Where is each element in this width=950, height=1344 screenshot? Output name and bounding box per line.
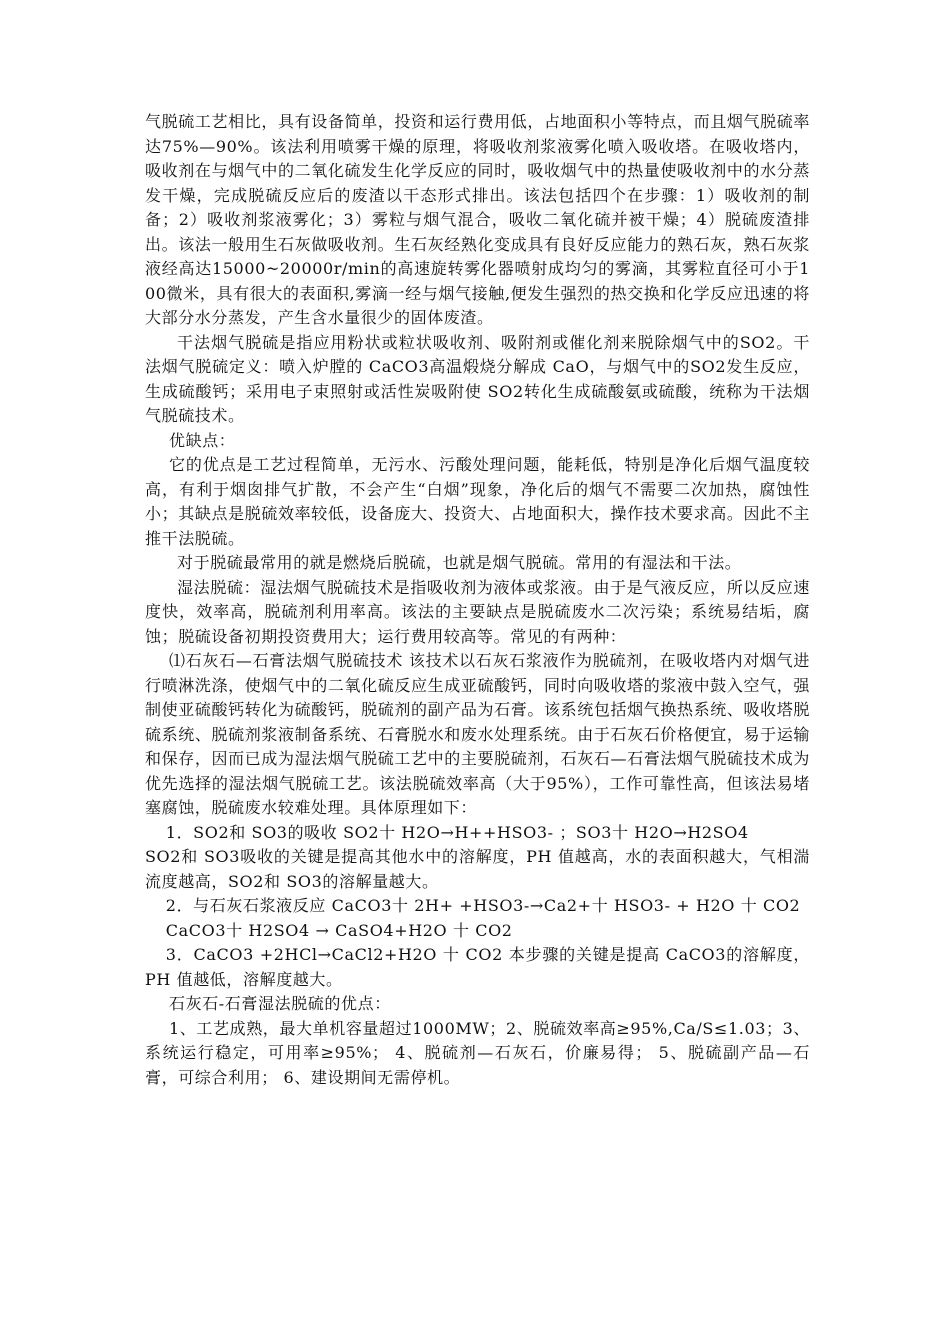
paragraph-dry-method-definition: 干法烟气脱硫是指应用粉状或粒状吸收剂、吸附剂或催化剂来脱除烟气中的SO2。干法烟气脱硫定义：喷入炉膛的 CaCO3高温煅烧分解成 CaO，与烟气中的SO2发生反应，生成硫酸钙；采用电子束照射或活性炭吸附使 SO2转化生成硫酸氨或硫酸，统称为干法烟气脱硫技术。 bbox=[145, 332, 810, 425]
paragraph-advantages-list: 1、工艺成熟，最大单机容量超过1000MW；2、脱硫效率高≥95%,Ca/S≤1.03；3、系统运行稳定，可用率≥95%； 4、脱硫剂—石灰石，价廉易得； 5、脱硫副产品—石膏，可综合利用； 6、建设期间无需停机。 bbox=[145, 1018, 810, 1087]
paragraph-dry-method-pros-cons: 它的优点是工艺过程简单，无污水、污酸处理问题，能耗低，特别是净化后烟气温度较高，有利于烟囱排气扩散，不会产生“白烟”现象，净化后的烟气不需要二次加热，腐蚀性小；其缺点是脱硫效率较低，设备庞大、投资大、占地面积大，操作技术要求高。因此不主推干法脱硫。 bbox=[145, 455, 810, 548]
paragraph-step-3: 3．CaCO3 +2HCl→CaCl2+H2O 十 CO2 本步骤的关键是提高 CaCO3的溶解度，PH 值越低，溶解度越大。 bbox=[145, 945, 810, 989]
paragraph-advantages-heading: 石灰石-石膏湿法脱硫的优点： bbox=[169, 994, 391, 1013]
paragraph-pros-cons-heading: 优缺点： bbox=[169, 430, 236, 450]
paragraph-post-combustion: 对于脱硫最常用的就是燃烧后脱硫，也就是烟气脱硫。常用的有湿法和干法。 bbox=[177, 553, 742, 572]
paragraph-wet-method: 湿法脱硫：湿法烟气脱硫技术是指吸收剂为液体或浆液。由于是气液反应，所以反应速度快，效率高，脱硫剂利用率高。该法的主要缺点是脱硫废水二次污染；系统易结垢，腐蚀；脱硫设备初期投资费用大；运行费用较高等。常见的有两种： bbox=[145, 577, 810, 646]
paragraph-step-1-note: SO2和 SO3吸收的关键是提高其他水中的溶解度，PH 值越高，水的表面积越大，气相湍流度越高，SO2和 SO3的溶解量越大。 bbox=[145, 847, 810, 891]
paragraph-limestone-gypsum: ⑴石灰石—石膏法烟气脱硫技术 该技术以石灰石浆液作为脱硫剂，在吸收塔内对烟气进行喷淋洗涤，使烟气中的二氧化硫反应生成亚硫酸钙，同时向吸收塔的浆液中鼓入空气，强制使亚硫酸钙转化为硫酸钙，脱硫剂的副产品为石膏。该系统包括烟气换热系统、吸收塔脱硫系统、脱硫剂浆液制备系统、石膏脱水和废水处理系统。由于石灰石价格便宜，易于运输和保存，因而已成为湿法烟气脱硫工艺中的主要脱硫剂，石灰石—石膏法烟气脱硫技术成为优先选择的湿法烟气脱硫工艺。该法脱硫效率高（大于95%），工作可靠性高，但该法易堵塞腐蚀，脱硫废水较难处理。具体原理如下： bbox=[145, 651, 810, 817]
document-page bbox=[145, 110, 810, 1090]
paragraph-step-2: 2．与石灰石浆液反应 CaCO3十 2H+ +HSO3-→Ca2+十 HSO3- + H2O 十 CO2 bbox=[165, 896, 801, 915]
paragraph-step-1: 1．SO2和 SO3的吸收 SO2十 H2O→H++HSO3- ；SO3十 H2O→H2SO4 bbox=[165, 822, 749, 842]
paragraph-step-2-eq: CaCO3十 H2SO4 → CaSO4+H2O 十 CO2 bbox=[165, 920, 513, 940]
paragraph-spray-drying: 气脱硫工艺相比，具有设备简单，投资和运行费用低，占地面积小等特点，而且烟气脱硫率达75%—90%。该法利用喷雾干燥的原理，将吸收剂浆液雾化喷入吸收塔。在吸收塔内，吸收剂在与烟气中的二氧化硫发生化学反应的同时，吸收烟气中的热量使吸收剂中的水分蒸发干燥，完成脱硫反应后的废渣以干态形式排出。该法包括四个在步骤：1）吸收剂的制备；2）吸收剂浆液雾化；3）雾粒与烟气混合，吸收二氧化硫并被干燥；4）脱硫废渣排出。该法一般用生石灰做吸收剂。生石灰经熟化变成具有良好反应能力的熟石灰，熟石灰浆液经高达15000~20000r/min的高速旋转雾化器喷射成均匀的雾滴，其雾粒直径可小于100微米，具有很大的表面积,雾滴一经与烟气接触,便发生强烈的热交换和化学反应迅速的将大部分水分蒸发，产生含水量很少的固体废渣。 bbox=[145, 112, 810, 327]
